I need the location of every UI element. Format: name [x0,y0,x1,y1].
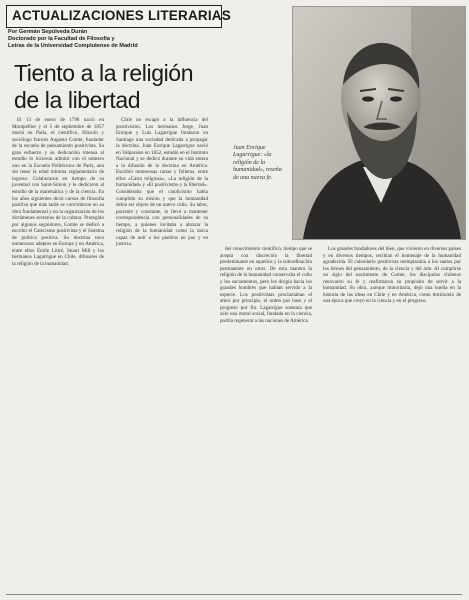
portrait-photo [292,6,466,240]
column-text: Chile no escapó a la influencia del positivismo. Los hermanos Jorge, Juan Enrique y Luis Lagarrigue fundaron en Santiago una sociedad dedicada a propagar la doctrina. Juan Enrique Lagarrigue nació en Valparaíso en 1852, estudió en el Instituto Nacional y se dedicó durante su vida entera a la difusión de la doctrina en América. Escribió numerosas cartas y folletos, entre ellos «Carta religiosa», «La religión de la humanidad» y «El positivismo y la libertad». Consideraba que el catolicismo había cumplido su misión y que la humanidad debía ser objeto de un nuevo culto. Su labor, paciente y constante, lo llevó a mantener correspondencia con personalidades de su tiempo, a quienes invitaba a abrazar la religión de la humanidad como la única capaz de unir a los pueblos en paz y en justicia. [116,117,208,248]
byline-line: Doctorado por la Facultad de Filosofía y [8,36,115,42]
article-column [116,117,208,587]
column-text: El 13 de enero de 1798 nació en Montpellier y el 5 de septiembre de 1857 murió en París, el científico, filósofo y sociólogo francés Augusto Comte, fundador de la escuela de pensamiento positivista. Su gran esfuerzo y su dedicación intensa al estudio lo hicieron admitir con el número uno en la Escuela Politécnica de París, aun sin tener la edad mínima reglamentaria de ingreso. Colaboraron en tiempo de su juventud con Saint-Simon y le dedicaron al estudio de la matemática y de la ciencia. En los años siguientes dictó cursos de filosofía positiva que más tarde se convirtieron en su obra fundamental y en la organización de los dictámenes sectarios de la cultura. Protegido por algunos seguidores, Comte se dedicó a escribir el Catecismo positivista y el Sistema de política positiva. Su doctrina tuvo numerosos adeptos en Europa y en América, entre ellos Émile Littré, Stuart Mill y los hermanos Lagarrigue en Chile, difusores de la religión de la humanidad. [12,117,104,268]
bottom-rule [6,594,462,595]
portrait-illustration [293,7,465,239]
article-column [12,117,104,587]
article-title-line: Tiento a la religión [14,60,194,86]
article-title [14,60,294,114]
photo-caption: Juan Enrique Lagarrigue: «la religión de la humanidad», reseña de una nueva fe. [233,145,282,181]
article-column [323,246,461,591]
byline-author: Por Germán Sepúlveda Durán [8,29,88,35]
section-title: ACTUALIZACIONES LITERARIAS [12,8,231,23]
column-text: del conocimiento científico, tiempo que se acepta con discreción la libertad predominante en aquellos y la subordinación permanente en otros. De esta manera la religión de la humanidad conservaba el culto y los sacramentos, pero los dirigía hacia los grandes hombres que habían servido a la especie. Los positivistas proclamaban el amor por principio, el orden por base y el progreso por fin. Lagarrigue sostenía que sólo una moral social, fundada en la ciencia, podría regenerar a las naciones de América. [220,246,312,325]
article-title-line: de la libertad [14,87,141,113]
byline-line: Letras de la Universidad Complutense de Madrid [8,43,138,49]
section-header [6,5,231,28]
column-text: Los grandes fundadores del bien, que vivieron en diversos países y en diversos tiempos, recibían el homenaje de la humanidad agradecida. El calendario positivista reemplazaba a los santos por los héroes del pensamiento, de la ciencia y del arte. Al cumplirse un siglo del nacimiento de Comte, los discípulos chilenos renovaron su fe y reafirmaron su propósito de servir a la humanidad. Su obra, aunque minoritaria, dejó una huella en la historia de las ideas en Chile y en América, como testimonio de una época que creyó en la ciencia y en el progreso. [323,246,461,305]
byline [8,29,218,50]
article-column [220,246,312,591]
